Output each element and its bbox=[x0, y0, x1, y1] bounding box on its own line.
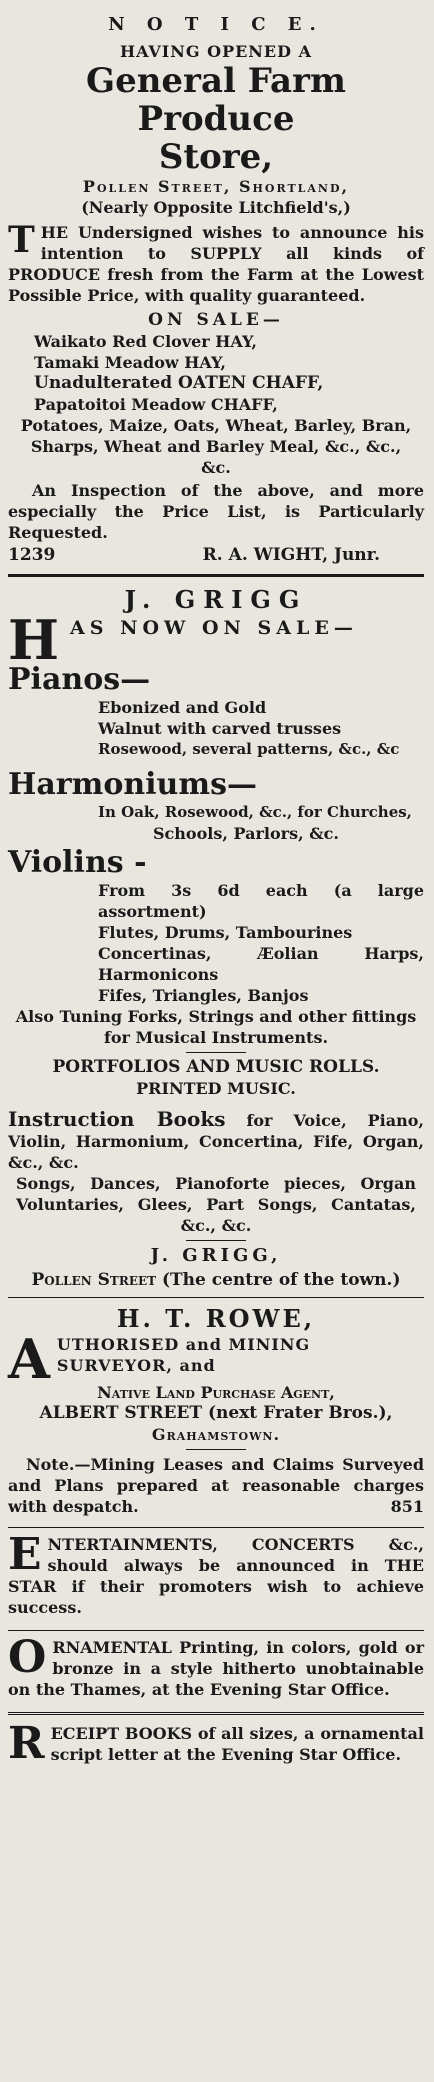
notice-dropcap: T bbox=[8, 219, 35, 261]
entertainments-body: NTERTAINMENTS, CONCERTS &c., should always be announced in THE STAR if their promoters wish to achieve success. bbox=[8, 1535, 424, 1617]
divider bbox=[8, 1297, 424, 1298]
grigg-sign-address bbox=[8, 1270, 424, 1291]
violins-line: From 3s 6d each (a large assortment) bbox=[98, 881, 424, 921]
notice-address: Pollen Street, Shortland, bbox=[82, 177, 350, 196]
rowe-line3: ALBERT STREET (next Frater Bros.), bbox=[39, 1403, 393, 1423]
notice-item: Unadulterated OATEN CHAFF, bbox=[34, 373, 324, 393]
notice-title-line1: General Farm Produce bbox=[86, 61, 346, 139]
grigg-instruction bbox=[8, 1109, 424, 1173]
divider bbox=[8, 1630, 424, 1631]
rowe-note bbox=[8, 1454, 424, 1517]
rowe-line1-text: UTHORISED and MINING SURVEYOR, and bbox=[56, 1335, 311, 1375]
notice-items-paragraph: Potatoes, Maize, Oats, Wheat, Barley, Bran, Sharps, Wheat and Barley Meal, &c., &c., &c. bbox=[20, 416, 412, 477]
harmoniums-line1: In Oak, Rosewood, &c., for Churches, bbox=[98, 803, 412, 821]
grigg-tuning: Also Tuning Forks, Strings and other fittings for Musical Instruments. bbox=[15, 1007, 417, 1047]
notice-body bbox=[8, 219, 424, 306]
violins-line: Flutes, Drums, Tambourines bbox=[98, 923, 353, 942]
grigg-songs: Songs, Dances, Pianoforte pieces, Organ Voluntaries, Glees, Part Songs, Cantatas, &c., &c. bbox=[16, 1174, 416, 1235]
entertainments-notice bbox=[8, 1529, 424, 1618]
divider bbox=[8, 1527, 424, 1528]
rowe-dropcap: A bbox=[8, 1327, 51, 1391]
violins-line: Concertinas, Æolian Harps, Harmonicons bbox=[98, 944, 424, 984]
notice-number: 1239 bbox=[8, 545, 56, 565]
entertainments-dropcap: E bbox=[8, 1529, 42, 1580]
receipt-body: ECEIPT BOOKS of all sizes, a ornamental script letter at the Evening Star Office. bbox=[50, 1724, 424, 1764]
pianos-line: Ebonized and Gold bbox=[98, 698, 267, 717]
grigg-printed-music: PRINTED MUSIC. bbox=[136, 1079, 296, 1098]
rowe-number: 851 bbox=[390, 1497, 424, 1516]
ornamental-text bbox=[8, 1632, 424, 1700]
ornamental-notice bbox=[8, 1632, 424, 1700]
harmoniums-line2: Schools, Parlors, &c. bbox=[153, 824, 339, 843]
violins-heading: Violins - bbox=[8, 845, 147, 880]
notice-items-list bbox=[8, 331, 424, 415]
grigg-portfolios: PORTFOLIOS AND MUSIC ROLLS. bbox=[52, 1057, 380, 1077]
instruction-books-label: Instruction Books bbox=[8, 1107, 226, 1131]
grigg-has-on-sale-text: AS NOW ON SALE— bbox=[70, 617, 358, 639]
notice-advertisement bbox=[8, 14, 424, 566]
ornamental-body: RNAMENTAL Printing, in colors, gold or bronze in a style hitherto unobtainable on the Thames, at the Evening Star Office. bbox=[8, 1638, 424, 1699]
instruction-books-text: for Voice, Piano, Violin, Harmonium, Concertina, Fife, Organ, &c., &c. bbox=[8, 1111, 425, 1172]
pianos-line: Rosewood, several patterns, &c., &c bbox=[98, 740, 400, 758]
notice-inspection: An Inspection of the above, and more especially the Price List, is Particularly Requested. bbox=[8, 481, 424, 542]
divider bbox=[8, 1712, 424, 1715]
entertainments-text bbox=[8, 1529, 424, 1618]
notice-signature: R. A. WIGHT, Junr. bbox=[202, 545, 380, 565]
pianos-heading: Pianos— bbox=[8, 662, 151, 697]
rowe-note-text: Note.—Mining Leases and Claims Surveyed and Plans prepared at reasonable charges with despatch. bbox=[8, 1455, 424, 1516]
short-rule bbox=[186, 1240, 246, 1241]
notice-item: Tamaki Meadow HAY, bbox=[34, 353, 226, 372]
grigg-has-on-sale bbox=[8, 608, 424, 672]
grigg-name: J. GRIGG bbox=[124, 585, 308, 614]
ornamental-dropcap: O bbox=[8, 1632, 47, 1683]
grigg-dropcap: H bbox=[8, 608, 65, 672]
notice-footer bbox=[8, 545, 424, 566]
divider bbox=[8, 574, 424, 577]
rowe-line2: Native Land Purchase Agent, bbox=[97, 1383, 335, 1402]
rowe-name: H. T. ROWE, bbox=[116, 1304, 316, 1333]
notice-body-text: HE Undersigned wishes to announce his intention to SUPPLY all kinds of PRODUCE fresh from the Farm at the Lowest Possible Price, with quality guaranteed. bbox=[8, 223, 424, 305]
notice-intro: HAVING OPENED A bbox=[120, 42, 312, 61]
short-rule bbox=[186, 1052, 246, 1053]
rowe-line4: Grahamstown. bbox=[151, 1425, 281, 1444]
grigg-sign-street: Pollen Street bbox=[31, 1270, 157, 1290]
violins-line: Fifes, Triangles, Banjos bbox=[98, 986, 309, 1005]
harmoniums-heading: Harmoniums— bbox=[8, 767, 257, 802]
notice-on-sale: ON SALE— bbox=[148, 310, 284, 330]
grigg-advertisement bbox=[8, 585, 424, 1291]
notice-item: Waikato Red Clover HAY, bbox=[34, 332, 257, 351]
pianos-line: Walnut with carved trusses bbox=[98, 719, 342, 738]
short-rule bbox=[186, 1449, 246, 1450]
grigg-sign-rest: (The centre of the town.) bbox=[156, 1270, 401, 1290]
rowe-advertisement bbox=[8, 1304, 424, 1517]
notice-heading: N O T I C E. bbox=[108, 14, 324, 35]
notice-title-line2: Store, bbox=[158, 137, 274, 177]
receipt-dropcap: R bbox=[8, 1718, 45, 1769]
rowe-line1 bbox=[8, 1327, 424, 1391]
grigg-sign-name: J. GRIGG, bbox=[150, 1245, 282, 1266]
receipt-notice bbox=[8, 1718, 424, 1769]
notice-item: Papatoitoi Meadow CHAFF, bbox=[34, 395, 278, 414]
notice-location: (Nearly Opposite Litchfield's,) bbox=[81, 198, 351, 217]
receipt-text bbox=[8, 1718, 424, 1769]
